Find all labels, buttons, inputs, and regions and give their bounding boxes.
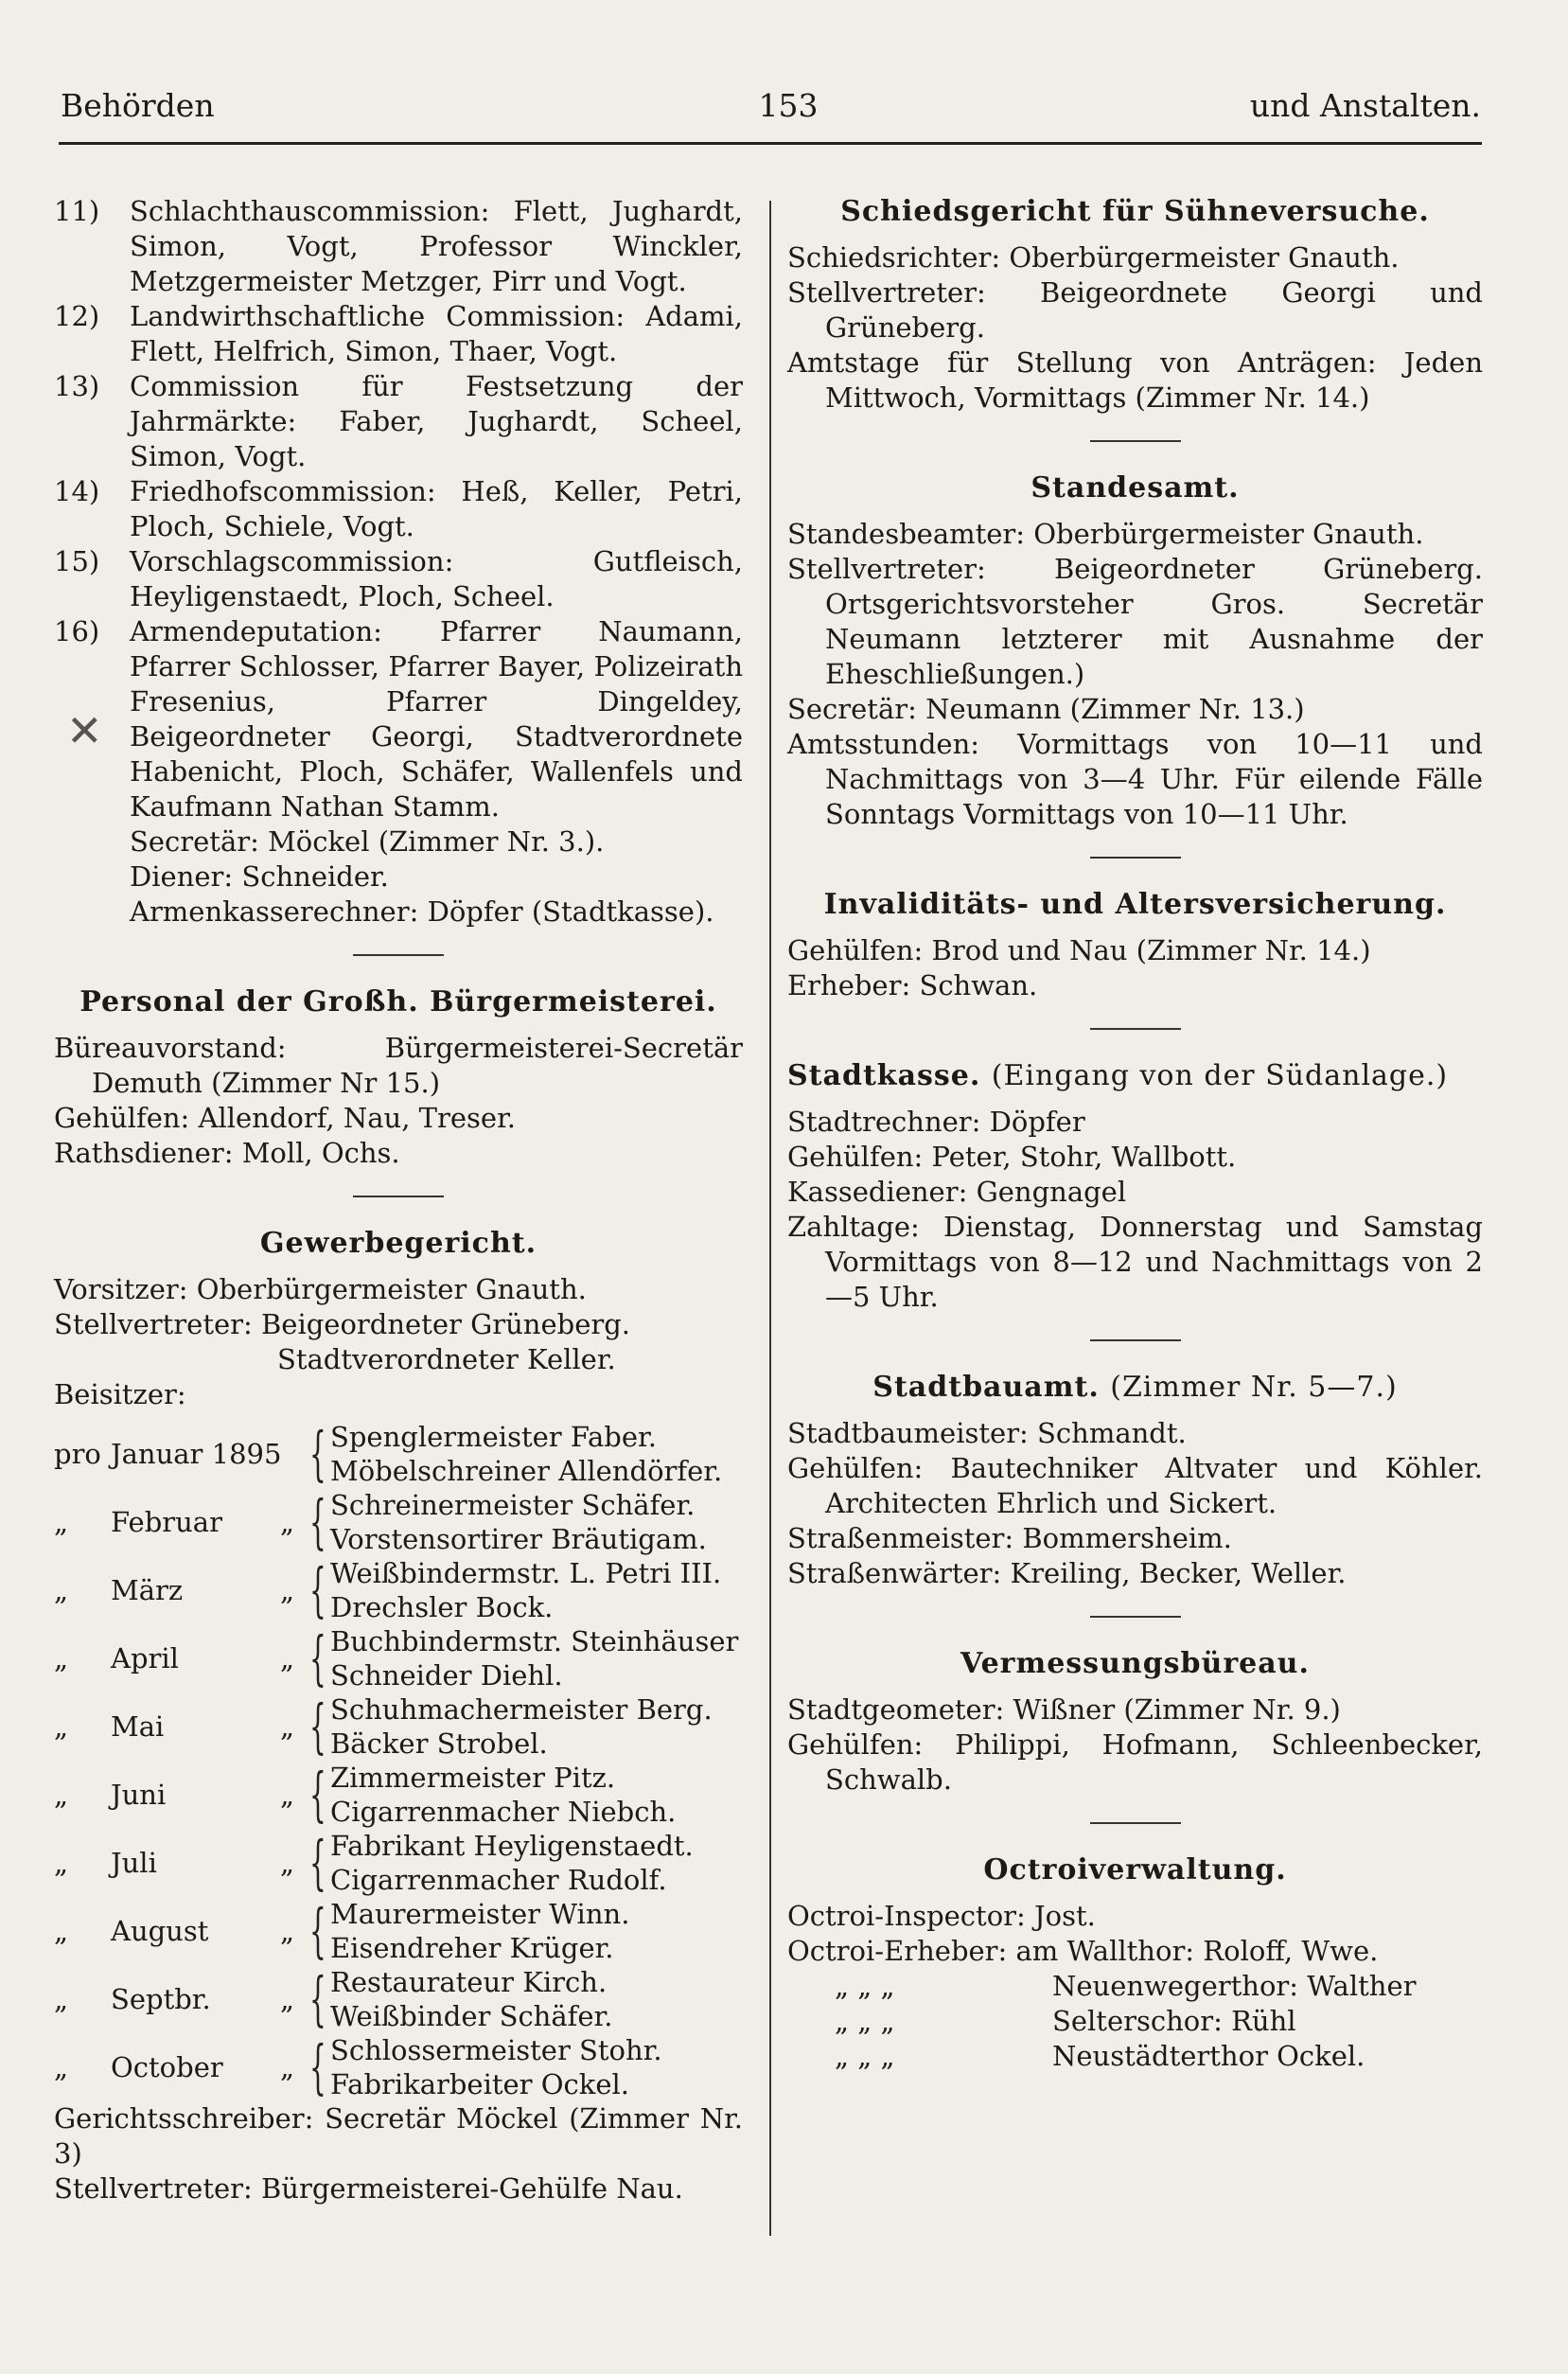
section-separator — [1090, 1028, 1181, 1030]
section-title-gewerbe: Gewerbegericht. — [259, 1227, 537, 1260]
section-title-standesamt: Standesamt. — [1031, 471, 1240, 505]
pencil-mark: ✕ — [66, 705, 103, 756]
personal-line: Gehülfen: Allendorf, Nau, Treser. — [54, 1102, 516, 1134]
page-number: 153 — [758, 87, 819, 124]
section-title-invaliditaet: Invaliditäts- und Altersversicherung. — [823, 888, 1447, 921]
octroi-collector: Octroi-Erheber: am Wallthor: Roloff, Wwe. — [787, 1935, 1379, 1967]
brace-icon: { — [309, 1896, 326, 1965]
section-separator — [353, 1196, 444, 1197]
assessor-row: „ Juli „ { Fabrikant Heyligenstaedt. Cigarrenmacher Rudolf. — [54, 1828, 694, 1897]
stadtbauamt-line: Stadtbaumeister: Schmandt. — [787, 1417, 1187, 1449]
schiedsgericht-line: Stellvertreter: Beigeordnete Georgi und Grüneberg. — [787, 276, 1483, 344]
section-title-personal: Personal der Großh. Bürgermeisterei. — [79, 985, 717, 1019]
stadtkasse-line: Kassediener: Gengnagel — [787, 1176, 1127, 1208]
stadtbauamt-line: Straßenwärter: Kreiling, Becker, Weller. — [787, 1557, 1347, 1589]
commission-item: 14) Friedhofscommission: Heß, Keller, Petri, Ploch, Schiele, Vogt. — [54, 475, 743, 542]
running-header-right: und Anstalten. — [1249, 87, 1481, 124]
running-header-left: Behörden — [61, 87, 215, 124]
stadtkasse-line: Zahltage: Dienstag, Donnerstag und Samstag Vormittags von 8—12 und Nachmittags von 2—5 Uhr. — [787, 1211, 1483, 1313]
assessor-row: „ Februar „ { Schreinermeister Schäfer. Vorstensortirer Bräutigam. — [54, 1487, 707, 1556]
armen-cashier: Armenkasserechner: Döpfer (Stadtkasse). — [130, 895, 714, 928]
standesamt-line: Secretär: Neumann (Zimmer Nr. 13.) — [787, 693, 1305, 725]
section-separator — [1090, 1616, 1181, 1618]
stadtkasse-line: Gehülfen: Peter, Stohr, Wallbott. — [787, 1141, 1237, 1173]
octroi-gate-row: „ „ „ Neuenwegerthor: Walther — [835, 1970, 1417, 2002]
assessor-row: „ Juni „ { Zimmermeister Pitz. Cigarrenmacher Niebch. — [54, 1760, 677, 1829]
octroi-inspector: Octroi-Inspector: Jost. — [787, 1900, 1096, 1932]
commission-item: 15) Vorschlagscommission: Gutfleisch, Heyligenstaedt, Ploch, Scheel. — [54, 545, 743, 612]
armen-secretary: Secretär: Möckel (Zimmer Nr. 3.). — [130, 825, 605, 858]
column-divider — [769, 201, 771, 2236]
vermessung-line: Stadtgeometer: Wißner (Zimmer Nr. 9.) — [787, 1693, 1341, 1726]
brace-icon: { — [309, 1419, 326, 1488]
commission-item: 12) Landwirthschaftliche Commission: Adami, Flett, Helfrich, Simon, Thaer, Vogt. — [54, 300, 743, 367]
gewerbe-clerk: Gerichtsschreiber: Secretär Möckel (Zimmer Nr. 3) — [54, 2102, 743, 2170]
section-separator — [1090, 857, 1181, 859]
standesamt-line: Standesbeamter: Oberbürgermeister Gnauth. — [787, 518, 1424, 550]
invaliditaet-line: Gehülfen: Brod und Nau (Zimmer Nr. 14.) — [787, 934, 1371, 966]
schiedsgericht-line: Schiedsrichter: Oberbürgermeister Gnauth. — [787, 241, 1400, 274]
section-title-stadtbauamt: Stadtbauamt. (Zimmer Nr. 5—7.) — [872, 1371, 1398, 1404]
section-title-vermessung: Vermessungsbüreau. — [960, 1647, 1310, 1680]
assessor-row: „ Septbr. „ { Restaurateur Kirch. Weißbinder Schäfer. — [54, 1964, 613, 2033]
section-separator — [353, 954, 444, 956]
section-separator — [1090, 440, 1181, 442]
vermessung-line: Gehülfen: Philippi, Hofmann, Schleenbecker, Schwalb. — [787, 1728, 1483, 1796]
brace-icon: { — [309, 1760, 326, 1829]
standesamt-line: Amtsstunden: Vormittags von 10—11 und Nachmittags von 3—4 Uhr. Für eilende Fälle Sonntags Vormittags von 10—11 Uhr. — [787, 728, 1483, 830]
section-separator — [1090, 1822, 1181, 1824]
standesamt-line: Stellvertreter: Beigeordneter Grüneberg. Ortsgerichtsvorsteher Gros. Secretär Neumann letzterer mit Ausnahme der Eheschließungen.) — [787, 553, 1483, 690]
brace-icon: { — [309, 1555, 326, 1624]
brace-icon: { — [309, 1964, 326, 2033]
commission-item: 16) Armendeputation: Pfarrer Naumann, Pfarrer Schlosser, Pfarrer Bayer, Polizeirath Fresenius, Pfarrer Dingeldey, Beigeordneter Georgi, Stadtverordnete Habenicht, Ploch, Schäfer, Wallenfels und Kaufmann Nathan Stamm. — [54, 615, 743, 823]
section-title-stadtkasse: Stadtkasse. (Eingang von der Südanlage.) — [787, 1059, 1449, 1092]
personal-line: Rathsdiener: Moll, Ochs. — [54, 1137, 400, 1169]
octroi-gate-row: „ „ „ Selterschor: Rühl — [835, 2005, 1296, 2037]
commission-item: 11) Schlachthauscommission: Flett, Jughardt, Simon, Vogt, Professor Winckler, Metzgermeister Metzger, Pirr und Vogt. — [54, 195, 743, 297]
gewerbe-deputy-2: Stadtverordneter Keller. — [277, 1343, 616, 1375]
commission-list — [54, 194, 743, 930]
assessor-row: „ März „ { Weißbindermstr. L. Petri III. Drechsler Bock. — [54, 1555, 722, 1624]
section-title-octroi: Octroiverwaltung. — [983, 1853, 1287, 1887]
brace-icon: { — [309, 1828, 326, 1897]
assessor-table — [54, 1420, 743, 2101]
gewerbe-assessors-label: Beisitzer: — [54, 1378, 186, 1410]
assessor-row: pro Januar 1895 { Spenglermeister Faber. Möbelschreiner Allendörfer. — [54, 1419, 723, 1488]
assessor-row: „ October „ { Schlossermeister Stohr. Fabrikarbeiter Ockel. — [54, 2032, 662, 2101]
brace-icon: { — [309, 1692, 326, 1761]
commission-item: 13) Commission für Festsetzung der Jahrmärkte: Faber, Jughardt, Scheel, Simon, Vogt. — [54, 370, 743, 472]
stadtbauamt-line: Gehülfen: Bautechniker Altvater und Köhler. Architecten Ehrlich und Sickert. — [787, 1452, 1483, 1519]
header-rule — [59, 142, 1482, 145]
brace-icon: { — [309, 2032, 326, 2101]
gewerbe-deputy: Stellvertreter: Beigeordneter Grüneberg. — [54, 1308, 630, 1340]
left-column — [54, 194, 743, 2206]
section-title-schiedsgericht: Schiedsgericht für Sühneversuche. — [840, 195, 1430, 228]
section-separator — [1090, 1339, 1181, 1341]
armen-servant: Diener: Schneider. — [130, 860, 389, 893]
brace-icon: { — [309, 1623, 326, 1692]
octroi-gate-row: „ „ „ Neustädterthor Ockel. — [835, 2040, 1365, 2072]
schiedsgericht-line: Amtstage für Stellung von Anträgen: Jeden Mittwoch, Vormittags (Zimmer Nr. 14.) — [787, 346, 1483, 414]
assessor-row: „ Mai „ { Schuhmachermeister Berg. Bäcker Strobel. — [54, 1692, 713, 1761]
brace-icon: { — [309, 1487, 326, 1556]
assessor-row: „ April „ { Buchbindermstr. Steinhäuser Schneider Diehl. — [54, 1623, 739, 1692]
personal-line: Büreauvorstand: Bürgermeisterei-Secretär Demuth (Zimmer Nr 15.) — [54, 1032, 743, 1099]
stadtkasse-line: Stadtrechner: Döpfer — [787, 1106, 1085, 1138]
assessor-row: „ August „ { Maurermeister Winn. Eisendreher Krüger. — [54, 1896, 630, 1965]
invaliditaet-line: Erheber: Schwan. — [787, 969, 1038, 1001]
right-column — [787, 194, 1483, 2074]
gewerbe-clerk-deputy: Stellvertreter: Bürgermeisterei-Gehülfe Nau. — [54, 2172, 683, 2205]
stadtbauamt-line: Straßenmeister: Bommersheim. — [787, 1522, 1232, 1554]
gewerbe-chair: Vorsitzer: Oberbürgermeister Gnauth. — [54, 1273, 587, 1305]
